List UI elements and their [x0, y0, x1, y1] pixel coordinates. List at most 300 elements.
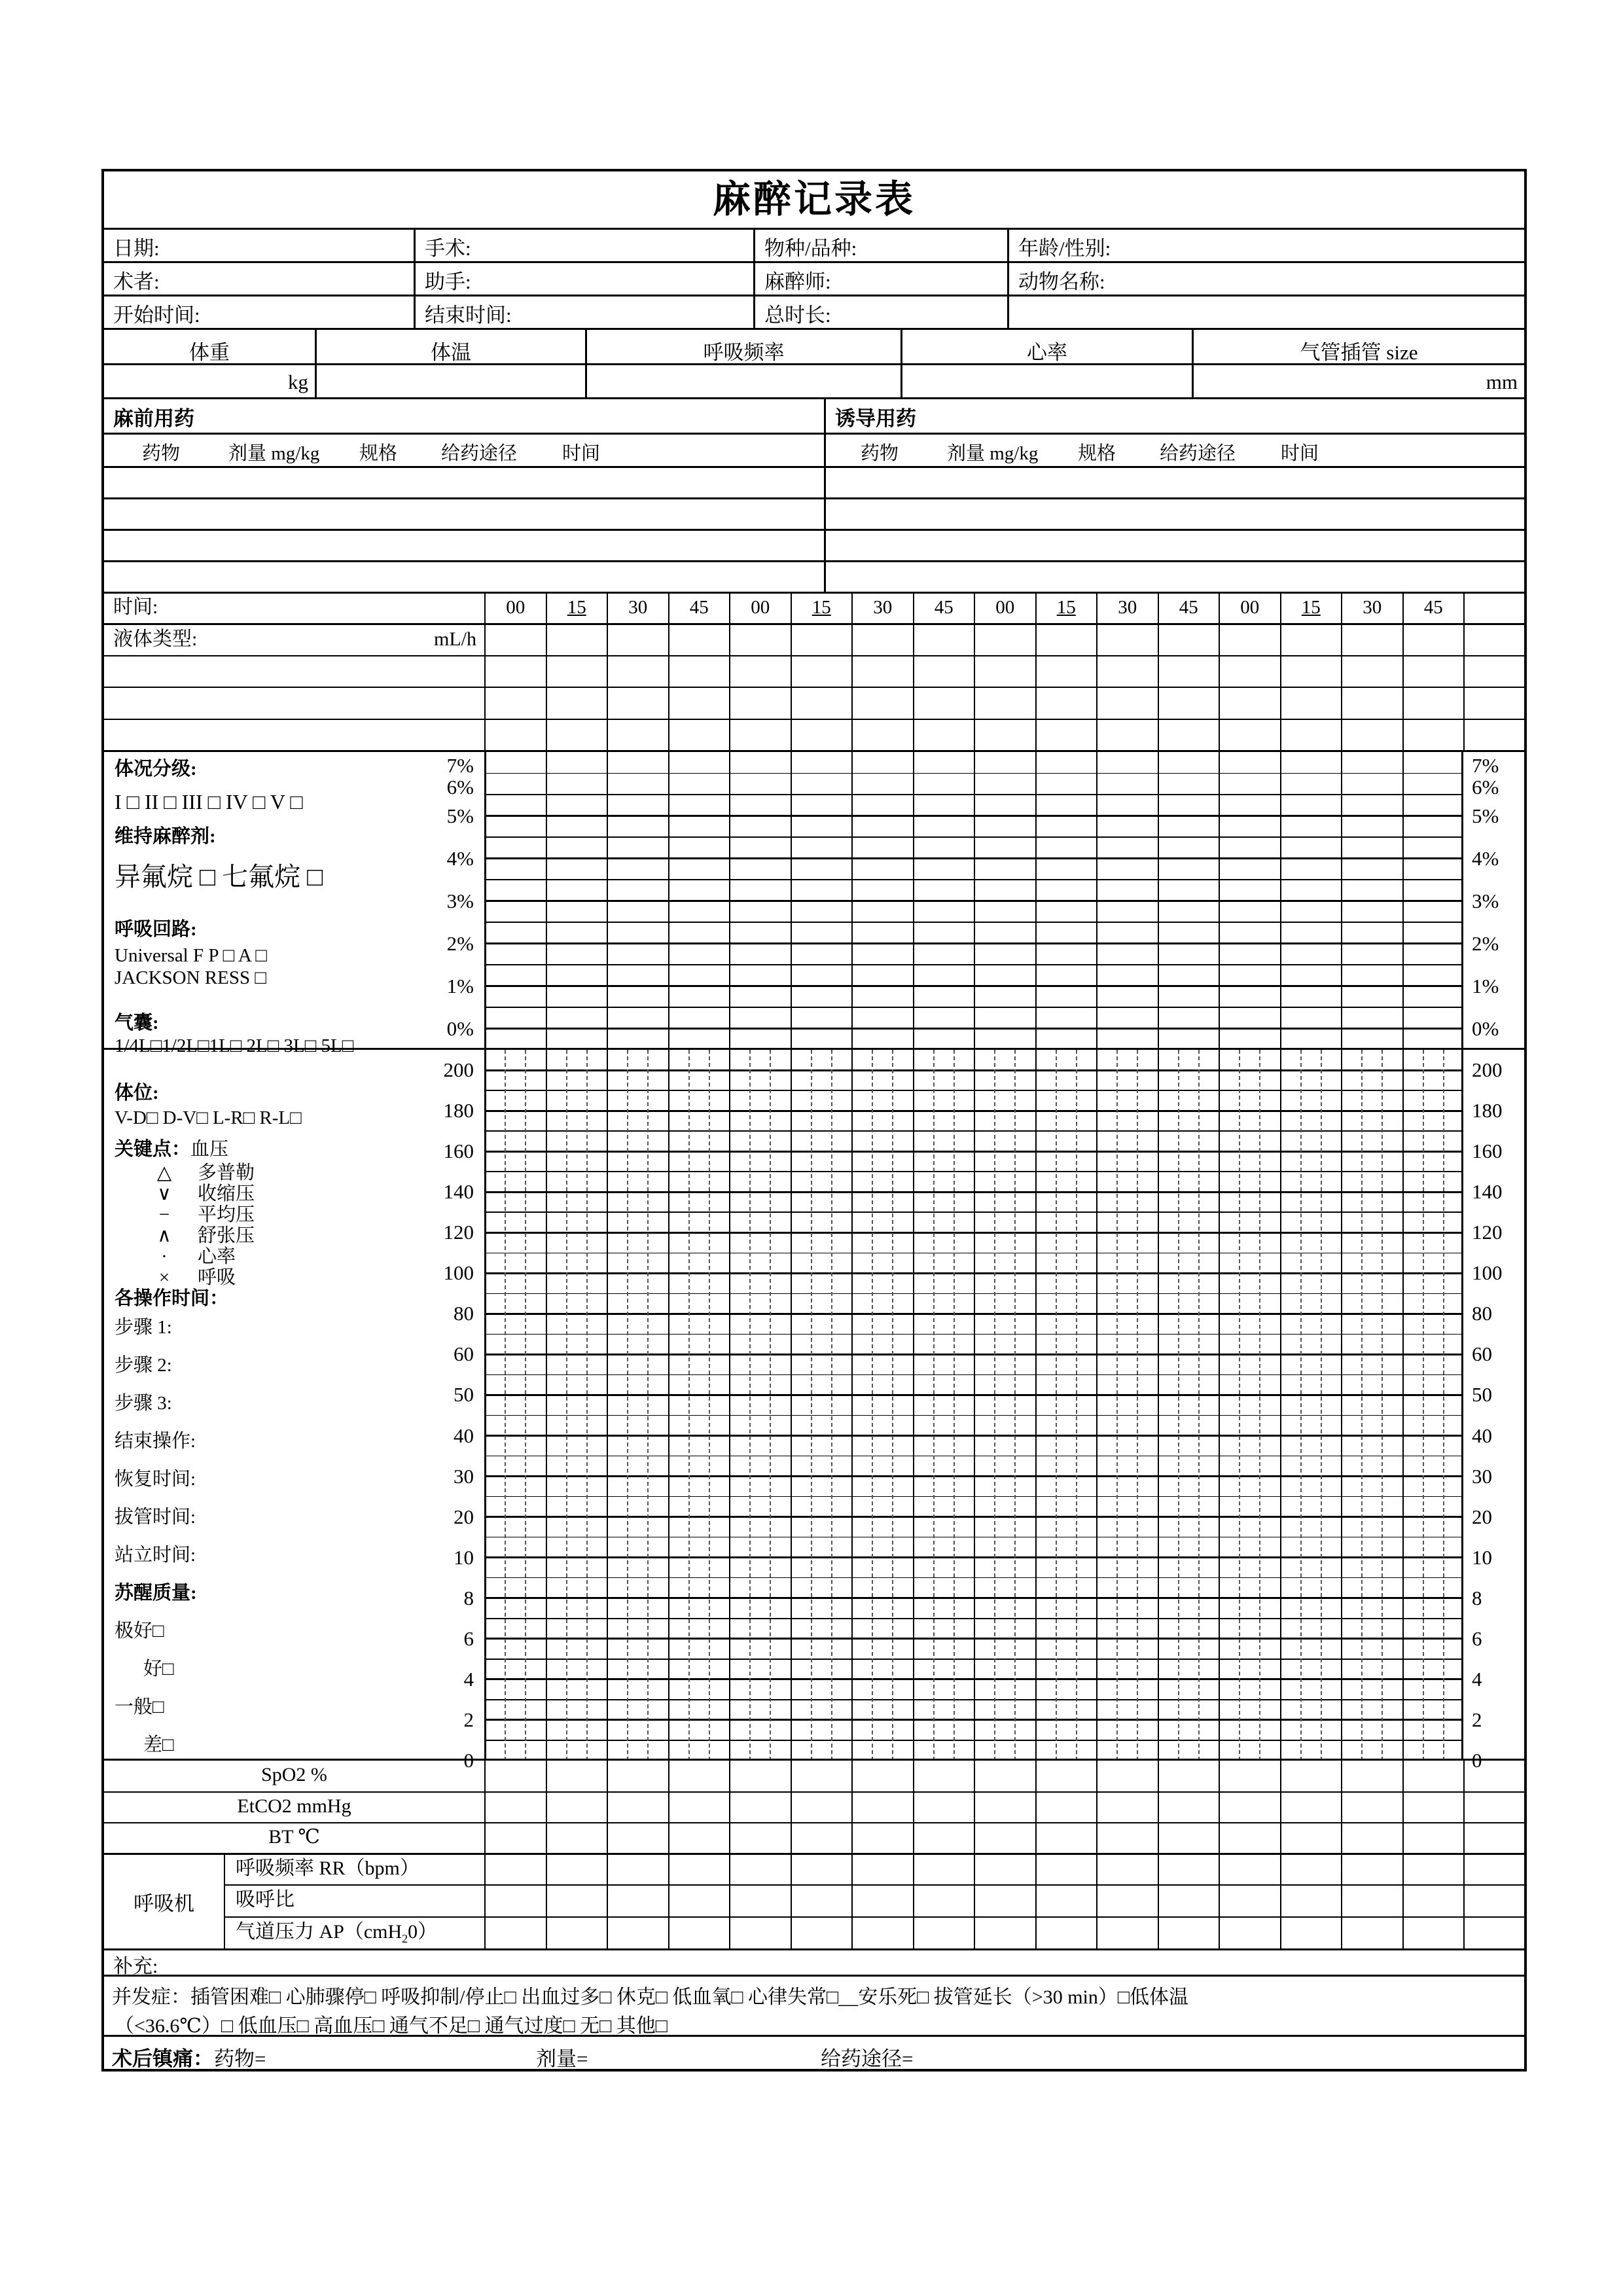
induction-col-header-0: 药物: [861, 443, 899, 464]
ventilator-cell[interactable]: [1158, 1855, 1219, 1884]
ventilator-cell-last[interactable]: [1463, 1918, 1524, 1948]
etco2-row-cell-10[interactable]: [1096, 1793, 1158, 1822]
spo2-row-cell-9[interactable]: [1035, 1761, 1097, 1791]
ventilator-cell[interactable]: [974, 1886, 1035, 1916]
measure-value-cell-0[interactable]: kg: [288, 370, 308, 393]
ventilator-cell[interactable]: [1158, 1886, 1219, 1916]
vitals-chart-vdash: [505, 1050, 506, 1761]
ventilator-cell[interactable]: [791, 1918, 852, 1948]
time-row-cell-13[interactable]: 15: [1280, 594, 1342, 623]
bt-row-cell-last[interactable]: [1463, 1823, 1524, 1853]
percent-chart-vline: [1341, 752, 1342, 1050]
percent-chart-vline: [913, 752, 914, 1050]
bt-row-cell-2[interactable]: [607, 1823, 668, 1853]
extra-row-1-cell-5[interactable]: [791, 656, 852, 687]
vitals-chart-axis-label-right: 10: [1472, 1545, 1492, 1569]
extra-row-1-cell-2[interactable]: [607, 656, 668, 687]
analgesia-row: [104, 2035, 1524, 2069]
spo2-row-cell-2[interactable]: [607, 1761, 668, 1791]
bt-row-cell-15[interactable]: [1402, 1823, 1464, 1853]
etco2-row-cell-13[interactable]: [1280, 1793, 1342, 1822]
ventilator-cell[interactable]: [974, 1918, 1035, 1948]
spo2-row-cell-6[interactable]: [851, 1761, 913, 1791]
ventilator-cell-last[interactable]: [1463, 1855, 1524, 1884]
analgesia-field-2[interactable]: 给药途径=: [821, 2047, 914, 2070]
extra-row-2-cell-14[interactable]: [1341, 688, 1402, 719]
time-row-cell-10[interactable]: 30: [1096, 594, 1158, 623]
spo2-row-cell-12[interactable]: [1219, 1761, 1280, 1791]
ventilator-cell[interactable]: [668, 1855, 730, 1884]
fluid-row-cell-3[interactable]: [668, 625, 730, 655]
time-row-cell-14[interactable]: 30: [1341, 594, 1402, 623]
measure-value-cell-1[interactable]: [315, 365, 585, 397]
etco2-row-cell-0[interactable]: [484, 1793, 546, 1822]
extra-row-2-cell-10[interactable]: [1096, 688, 1158, 719]
extra-row-2-cell-12[interactable]: [1219, 688, 1280, 719]
extra-row-2-cell-7[interactable]: [913, 688, 974, 719]
spo2-row-cell-5[interactable]: [791, 1761, 852, 1791]
vitals-chart-axis-label-left: 8: [463, 1586, 474, 1609]
etco2-row-cell-3[interactable]: [668, 1793, 730, 1822]
info-field-1-2[interactable]: 麻醉师:: [753, 263, 1007, 295]
extra-row-3-cell-0[interactable]: [484, 720, 546, 750]
extra-row-3-cell-last[interactable]: [1463, 720, 1524, 750]
ventilator-cell[interactable]: [1035, 1918, 1097, 1948]
percent-chart-vline: [1219, 752, 1220, 1050]
bt-row: [104, 1822, 1524, 1853]
extra-row-2-cell-0[interactable]: [484, 688, 546, 719]
ventilator-cell[interactable]: [668, 1918, 730, 1948]
bt-row-cell-4[interactable]: [729, 1823, 791, 1853]
complications-line1[interactable]: 并发症：插管困难□ 心肺骤停□ 呼吸抑制/停止□ 出血过多□ 休克□ 低血氧□ 心律失常□__安乐死□ 拔管延长（>30 min）□低体温: [112, 1986, 1189, 2008]
key-point-legend-item: [150, 1267, 236, 1288]
percent-chart-vline: [851, 752, 853, 1050]
etco2-row-cell-12[interactable]: [1219, 1793, 1280, 1822]
ventilator-cell[interactable]: [851, 1918, 913, 1948]
info-field-2-0[interactable]: 开始时间:: [113, 304, 200, 327]
left-panel-item-26: 苏醒质量:: [115, 1583, 197, 1604]
time-row: [104, 592, 1524, 623]
left-panel-item-1[interactable]: I □ II □ III □ IV □ V □: [115, 790, 303, 814]
spo2-row-cell-7[interactable]: [913, 1761, 974, 1791]
left-panel-item-22: 结束操作:: [115, 1431, 196, 1452]
spo2-row-cell-11[interactable]: [1158, 1761, 1219, 1791]
time-row-cell-15[interactable]: 45: [1402, 594, 1464, 623]
bt-row-cell-5[interactable]: [791, 1823, 852, 1853]
extra-row-1-cell-last[interactable]: [1463, 656, 1524, 687]
extra-row-1-cell-10[interactable]: [1096, 656, 1158, 687]
ventilator-cell[interactable]: [546, 1886, 607, 1916]
extra-row-2-cell-15[interactable]: [1402, 688, 1464, 719]
extra-row-3-cell-9[interactable]: [1035, 720, 1097, 750]
spo2-row-cell-0[interactable]: [484, 1761, 546, 1791]
fluid-row-cell-4[interactable]: [729, 625, 791, 655]
vitals-chart-axis-label-left: 180: [443, 1099, 474, 1122]
ventilator-cell[interactable]: [1096, 1855, 1158, 1884]
left-panel-item-10[interactable]: V-D□ D-V□ L-R□ R-L□: [115, 1107, 302, 1128]
key-points-title: 关键点：: [115, 1139, 191, 1160]
time-row-cell-7[interactable]: 45: [913, 594, 974, 623]
spo2-row-cell-15[interactable]: [1402, 1761, 1464, 1791]
info-field-1-1[interactable]: 助手:: [414, 263, 753, 295]
ventilator-cell[interactable]: [791, 1886, 852, 1916]
vitals-chart-vline: [1096, 1050, 1097, 1761]
extra-row-1-cell-9[interactable]: [1035, 656, 1097, 687]
ventilator-row-2: [225, 1916, 1524, 1948]
time-row-cell-12[interactable]: 00: [1219, 594, 1280, 623]
extra-row-3-cell-13[interactable]: [1280, 720, 1342, 750]
ventilator-cell[interactable]: [1280, 1855, 1342, 1884]
percent-chart-grid[interactable]: [484, 752, 1463, 1050]
info-field-0-2[interactable]: 物种/品种:: [753, 230, 1007, 261]
vitals-chart-axis-label-right: 30: [1472, 1464, 1492, 1488]
vitals-chart-axis-label-right: 20: [1472, 1505, 1492, 1528]
extra-row-2-cell-1[interactable]: [546, 688, 607, 719]
spo2-row-cell-3[interactable]: [668, 1761, 730, 1791]
info-field-0-1[interactable]: 手术:: [414, 230, 753, 261]
extra-row-1-cell-11[interactable]: [1158, 656, 1219, 687]
spo2-row-cell-1[interactable]: [546, 1761, 607, 1791]
extra-row-3-cell-7[interactable]: [913, 720, 974, 750]
fluid-row-label: 液体类型: mL/h: [104, 625, 484, 655]
analgesia-field-0[interactable]: 药物=: [214, 2047, 266, 2070]
extra-row-3-cell-3[interactable]: [668, 720, 730, 750]
extra-row-1-cell-6[interactable]: [851, 656, 913, 687]
ventilator-cell[interactable]: [913, 1918, 974, 1948]
ventilator-cell-last[interactable]: [1463, 1886, 1524, 1916]
etco2-row-cell-9[interactable]: [1035, 1793, 1097, 1822]
extra-row-3-cell-6[interactable]: [851, 720, 913, 750]
ventilator-cell[interactable]: [974, 1855, 1035, 1884]
etco2-row-cell-5[interactable]: [791, 1793, 852, 1822]
bt-row-cell-0[interactable]: [484, 1823, 546, 1853]
time-row-cell-2[interactable]: 30: [607, 594, 668, 623]
left-panel: [104, 750, 482, 1759]
ventilator-cell[interactable]: [1280, 1918, 1342, 1948]
analgesia-content: [104, 2037, 1524, 2069]
key-points-subtitle: 血压: [190, 1139, 229, 1160]
time-row-cell-6[interactable]: 30: [851, 594, 913, 623]
ventilator-cell[interactable]: [607, 1918, 668, 1948]
fluid-row-cell-2[interactable]: [607, 625, 668, 655]
info-field-0-3[interactable]: 年龄/性别:: [1007, 230, 1524, 261]
extra-row-2-cell-5[interactable]: [791, 688, 852, 719]
extra-row-1-cell-4[interactable]: [729, 656, 791, 687]
anesthesia-record-form: [101, 169, 1527, 2072]
premed-entry-cell[interactable]: [104, 531, 824, 560]
vitals-chart-vdash: [831, 1050, 832, 1761]
analgesia-label: 术后镇痛：: [112, 2047, 213, 2070]
etco2-row-cell-last[interactable]: [1463, 1793, 1524, 1822]
vitals-chart-axis-label-right: 0: [1472, 1749, 1482, 1772]
percent-chart-axis-label-right: 2%: [1472, 931, 1499, 955]
extra-row-2-cell-6[interactable]: [851, 688, 913, 719]
ventilator-cell[interactable]: [1219, 1855, 1280, 1884]
fluid-row-cell-14[interactable]: [1341, 625, 1402, 655]
ventilator-cell[interactable]: [1341, 1855, 1402, 1884]
left-panel-item-30[interactable]: 差□: [143, 1734, 174, 1755]
info-field-2-1[interactable]: 结束时间:: [414, 296, 753, 328]
ventilator-row-label-2: 气道压力 AP（cmH$_2$0）: [236, 1921, 438, 1945]
induction-entry-cell[interactable]: [824, 468, 1524, 497]
fluid-row-cell-last[interactable]: [1463, 625, 1524, 655]
vitals-chart-axis-label-left: 140: [443, 1180, 474, 1204]
percent-chart-axis-label-right: 4%: [1472, 846, 1499, 870]
extra-row-3-cell-11[interactable]: [1158, 720, 1219, 750]
spo2-row-cell-8[interactable]: [974, 1761, 1035, 1791]
induction-entry-cell[interactable]: [824, 499, 1524, 529]
extra-row-2-cell-8[interactable]: [974, 688, 1035, 719]
legend-label: 呼吸: [179, 1267, 236, 1288]
extra-row-2-cell-3[interactable]: [668, 688, 730, 719]
extra-row-2-cell-13[interactable]: [1280, 688, 1342, 719]
premed-col-header-2: 规格: [359, 443, 398, 464]
fluid-row-cell-6[interactable]: [851, 625, 913, 655]
ventilator-cell[interactable]: [1219, 1918, 1280, 1948]
bt-row-cell-7[interactable]: [913, 1823, 974, 1853]
bt-row-cell-14[interactable]: [1341, 1823, 1402, 1853]
percent-chart-vline: [791, 752, 792, 1050]
measure-value-cell-2[interactable]: [585, 365, 901, 397]
measure-header-4: 气管插管 size: [1192, 330, 1524, 363]
percent-chart-axis-label-left: 5%: [446, 804, 474, 827]
time-row-cell-1[interactable]: 15: [546, 594, 607, 623]
bt-row-cell-13[interactable]: [1280, 1823, 1342, 1853]
fluid-row-cell-13[interactable]: [1280, 625, 1342, 655]
key-point-legend-item: [150, 1162, 255, 1183]
key-point-legend-item: [150, 1204, 255, 1225]
vitals-chart-vline: [1341, 1050, 1342, 1761]
fluid-row-cell-11[interactable]: [1158, 625, 1219, 655]
fluid-row-cell-15[interactable]: [1402, 625, 1464, 655]
extra-row-2: [104, 687, 1524, 719]
vitals-chart-axis-label-right: 2: [1472, 1708, 1482, 1731]
extra-row-3-cell-8[interactable]: [974, 720, 1035, 750]
bt-row-cell-9[interactable]: [1035, 1823, 1097, 1853]
bt-row-cell-6[interactable]: [851, 1823, 913, 1853]
extra-row-1-cell-15[interactable]: [1402, 656, 1464, 687]
extra-row-2-cell-11[interactable]: [1158, 688, 1219, 719]
vitals-chart-vline: [729, 1050, 730, 1761]
ventilator-cell[interactable]: [484, 1886, 546, 1916]
extra-row-1-cell-14[interactable]: [1341, 656, 1402, 687]
bt-row-cell-1[interactable]: [546, 1823, 607, 1853]
left-panel-item-29[interactable]: 一般□: [115, 1696, 164, 1717]
percent-chart-axis-label-right: 7%: [1472, 754, 1499, 778]
fluid-row-cell-5[interactable]: [791, 625, 852, 655]
vitals-chart-axis-label-left: 60: [454, 1342, 474, 1366]
induction-entry-cell[interactable]: [824, 562, 1524, 592]
premed-entry-cell[interactable]: [104, 499, 824, 529]
analgesia-field-1[interactable]: 剂量=: [536, 2047, 588, 2070]
etco2-row-cell-11[interactable]: [1158, 1793, 1219, 1822]
ventilator-cell[interactable]: [729, 1886, 791, 1916]
extra-row-2-cell-4[interactable]: [729, 688, 791, 719]
complications-content[interactable]: [104, 1977, 1524, 2035]
ventilator-cell[interactable]: [1341, 1918, 1402, 1948]
ventilator-cell[interactable]: [1402, 1886, 1464, 1916]
extra-row-3-cell-2[interactable]: [607, 720, 668, 750]
etco2-row-cell-1[interactable]: [546, 1793, 607, 1822]
extra-row-3-cell-14[interactable]: [1341, 720, 1402, 750]
extra-row-1-cell-8[interactable]: [974, 656, 1035, 687]
ventilator-cell[interactable]: [1402, 1918, 1464, 1948]
extra-row-3-cell-10[interactable]: [1096, 720, 1158, 750]
bt-row-cell-11[interactable]: [1158, 1823, 1219, 1853]
notes-label[interactable]: 补充:: [113, 1956, 158, 1975]
spo2-row-cell-14[interactable]: [1341, 1761, 1402, 1791]
vitals-chart-vdash: [1178, 1050, 1179, 1761]
spo2-row-cell-last[interactable]: [1463, 1761, 1524, 1791]
spo2-row-cell-10[interactable]: [1096, 1761, 1158, 1791]
spo2-row-cell-4[interactable]: [729, 1761, 791, 1791]
etco2-row-cell-2[interactable]: [607, 1793, 668, 1822]
measure-value-cell-4[interactable]: mm: [1192, 365, 1524, 397]
left-panel-item-25: 站立时间:: [115, 1545, 196, 1566]
info-field-1-0[interactable]: 术者:: [113, 270, 160, 293]
premed-entry-cell[interactable]: [104, 468, 824, 497]
etco2-row-cell-15[interactable]: [1402, 1793, 1464, 1822]
ventilator-cell[interactable]: [607, 1886, 668, 1916]
etco2-row: [104, 1791, 1524, 1822]
ventilator-cell[interactable]: [546, 1855, 607, 1884]
fluid-row-cell-10[interactable]: [1096, 625, 1158, 655]
extra-row-2-cell-9[interactable]: [1035, 688, 1097, 719]
premed-entry-cell[interactable]: [104, 562, 824, 592]
time-row-cell-4[interactable]: 00: [729, 594, 791, 623]
etco2-row-label: EtCO2 mmHg: [237, 1795, 351, 1817]
extra-row-1: [104, 655, 1524, 687]
ventilator-cell[interactable]: [851, 1886, 913, 1916]
medication-entry-row: [104, 466, 1524, 497]
info-field-0-0[interactable]: 日期:: [113, 237, 160, 260]
extra-row-2-cell-last[interactable]: [1463, 688, 1524, 719]
extra-row-1-cell-7[interactable]: [913, 656, 974, 687]
fluid-row-cell-1[interactable]: [546, 625, 607, 655]
time-row-cell-11[interactable]: 45: [1158, 594, 1219, 623]
bt-row-cell-8[interactable]: [974, 1823, 1035, 1853]
extra-row-3-cell-5[interactable]: [791, 720, 852, 750]
extra-row-2-cell-2[interactable]: [607, 688, 668, 719]
measure-value-cell-3[interactable]: [901, 365, 1192, 397]
form-title: 麻醉记录表: [712, 178, 916, 221]
extra-row-3-cell-1[interactable]: [546, 720, 607, 750]
extra-row-3-cell-4[interactable]: [729, 720, 791, 750]
vitals-chart-vdash: [1321, 1050, 1322, 1761]
ventilator-cell[interactable]: [484, 1918, 546, 1948]
extra-row-1-cell-0[interactable]: [484, 656, 546, 687]
ventilator-cell[interactable]: [1035, 1855, 1097, 1884]
etco2-row-cell-14[interactable]: [1341, 1793, 1402, 1822]
vitals-chart-vdash: [892, 1050, 893, 1761]
ventilator-cell[interactable]: [1219, 1886, 1280, 1916]
induction-header: [824, 435, 1524, 466]
ventilator-cell[interactable]: [729, 1918, 791, 1948]
fluid-row-cell-8[interactable]: [974, 625, 1035, 655]
info-field-2-3[interactable]: [1007, 296, 1524, 328]
bt-row-cell-10[interactable]: [1096, 1823, 1158, 1853]
vitals-chart-vline: [851, 1050, 853, 1761]
percent-chart-axis-label-right: 1%: [1472, 974, 1499, 997]
medication-header-row: [104, 433, 1524, 466]
extra-row-3-cell-15[interactable]: [1402, 720, 1464, 750]
ventilator-cell[interactable]: [1096, 1886, 1158, 1916]
bt-row-cell-12[interactable]: [1219, 1823, 1280, 1853]
left-panel-item-6[interactable]: JACKSON RESS □: [115, 967, 266, 988]
fluid-row-cell-12[interactable]: [1219, 625, 1280, 655]
time-row-cell-last[interactable]: [1463, 594, 1524, 623]
ventilator-cell[interactable]: [729, 1855, 791, 1884]
percent-chart-axis-label-left: 2%: [446, 931, 474, 955]
bt-row-cell-3[interactable]: [668, 1823, 730, 1853]
ventilator-cell[interactable]: [851, 1855, 913, 1884]
ventilator-cell[interactable]: [913, 1886, 974, 1916]
left-panel-item-8[interactable]: 1/4L□1/2L□1L□ 2L□ 3L□ 5L□: [115, 1035, 354, 1056]
fluid-row-cell-9[interactable]: [1035, 625, 1097, 655]
vitals-chart-grid[interactable]: [484, 1050, 1463, 1761]
info-field-2-2[interactable]: 总时长:: [753, 296, 1007, 328]
time-row-cell-9[interactable]: 15: [1035, 594, 1097, 623]
left-panel-item-5[interactable]: Universal F P □ A □: [115, 945, 267, 966]
etco2-row-cell-7[interactable]: [913, 1793, 974, 1822]
extra-row-1-cell-1[interactable]: [546, 656, 607, 687]
ventilator-cell[interactable]: [1096, 1918, 1158, 1948]
fluid-row-cell-7[interactable]: [913, 625, 974, 655]
vitals-chart-axis-label-left: 20: [454, 1505, 474, 1528]
ventilator-cell[interactable]: [1158, 1918, 1219, 1948]
time-row-cell-3[interactable]: 45: [668, 594, 730, 623]
legend-label: 平均压: [179, 1204, 255, 1225]
legend-symbol: ×: [158, 1267, 170, 1288]
ventilator-cell[interactable]: [1035, 1886, 1097, 1916]
ventilator-cell[interactable]: [668, 1886, 730, 1916]
fluid-row-cell-0[interactable]: [484, 625, 546, 655]
ventilator-cell[interactable]: [546, 1918, 607, 1948]
time-row-cell-8[interactable]: 00: [974, 594, 1035, 623]
vitals-chart-vline: [668, 1050, 669, 1761]
percent-chart-axis-label-left: 4%: [446, 846, 474, 870]
ventilator-cell[interactable]: [791, 1855, 852, 1884]
left-panel-item-3[interactable]: 异氟烷 □ 七氟烷 □: [115, 862, 323, 891]
left-panel-item-27[interactable]: 极好□: [115, 1621, 164, 1641]
extra-row-1-cell-3[interactable]: [668, 656, 730, 687]
ventilator-cell[interactable]: [1402, 1855, 1464, 1884]
vitals-chart-vdash: [647, 1050, 649, 1761]
ventilator-cell[interactable]: [913, 1855, 974, 1884]
extra-row-1-cell-13[interactable]: [1280, 656, 1342, 687]
time-row-cell-5[interactable]: 15: [791, 594, 852, 623]
etco2-row-cell-6[interactable]: [851, 1793, 913, 1822]
key-point-legend-item: [150, 1225, 255, 1246]
time-row-cell-0[interactable]: 00: [484, 594, 546, 623]
extra-row-1-cell-12[interactable]: [1219, 656, 1280, 687]
etco2-row-cell-4[interactable]: [729, 1793, 791, 1822]
etco2-row-cell-8[interactable]: [974, 1793, 1035, 1822]
ventilator-cell[interactable]: [484, 1855, 546, 1884]
left-panel-item-28[interactable]: 好□: [143, 1659, 174, 1679]
induction-entry-cell[interactable]: [824, 531, 1524, 560]
extra-row-3-cell-12[interactable]: [1219, 720, 1280, 750]
vitals-chart-vdash: [566, 1050, 567, 1761]
ventilator-cell[interactable]: [607, 1855, 668, 1884]
ventilator-cell[interactable]: [1280, 1886, 1342, 1916]
premed-col-header-3: 给药途径: [441, 443, 518, 464]
ventilator-cell[interactable]: [1341, 1886, 1402, 1916]
vitals-chart-vdash: [1443, 1050, 1444, 1761]
complications-line2[interactable]: （<36.6℃）□ 低血压□ 高血压□ 通气不足□ 通气过度□ 无□ 其他□: [115, 2015, 668, 2037]
spo2-row-cell-13[interactable]: [1280, 1761, 1342, 1791]
info-field-1-3[interactable]: 动物名称:: [1007, 263, 1524, 295]
